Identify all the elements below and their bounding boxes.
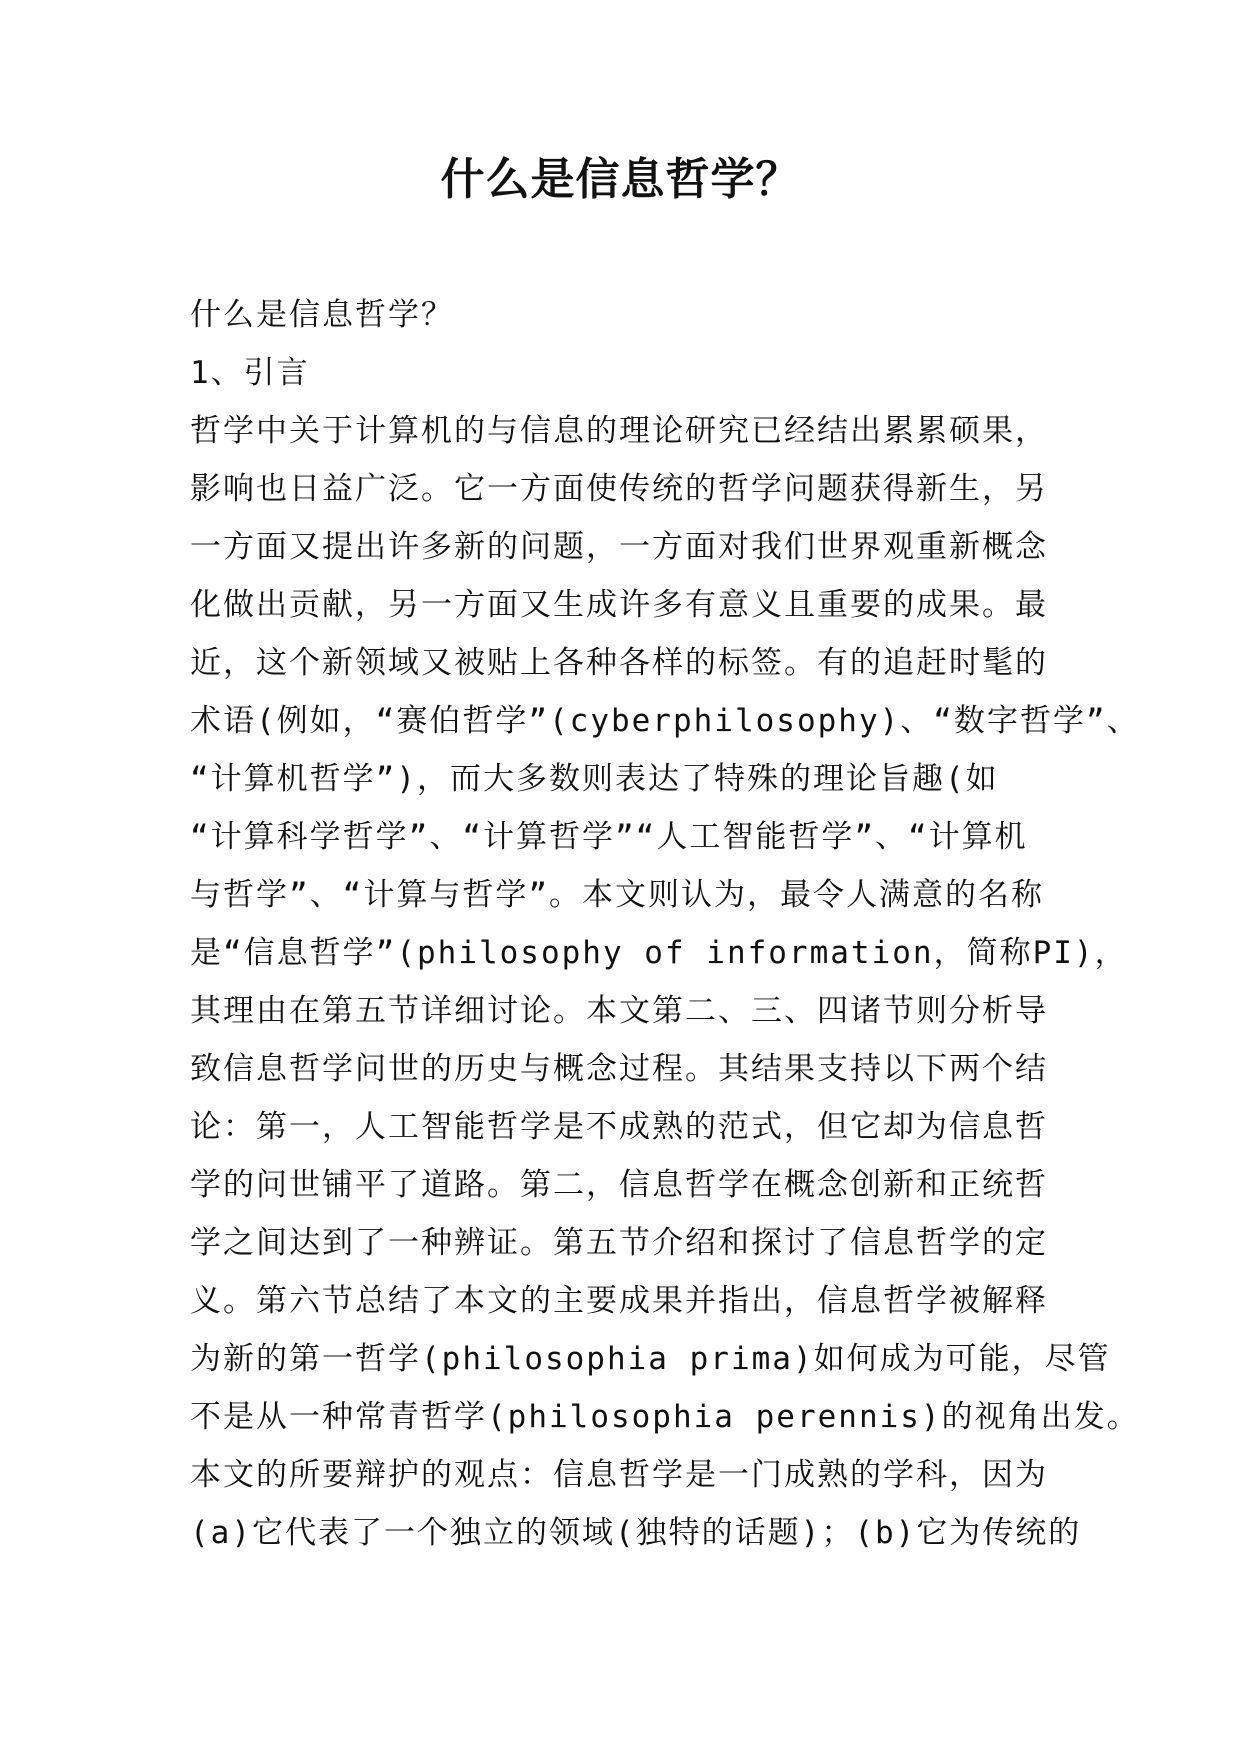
paragraph-line: 其理由在第五节详细讨论。本文第二、三、四诸节则分析导 bbox=[190, 993, 1048, 1029]
paragraph-line: 化做出贡献，另一方面又生成许多有意义且重要的成果。最 bbox=[190, 587, 1048, 623]
paragraph-line: 论：第一，人工智能哲学是不成熟的范式，但它却为信息哲 bbox=[190, 1109, 1048, 1145]
paragraph-line: 本文的所要辩护的观点：信息哲学是一门成熟的学科，因为 bbox=[190, 1457, 1048, 1493]
section-heading: 1、引言 bbox=[190, 355, 310, 391]
paragraph-line: (a)它代表了一个独立的领域(独特的话题)；(b)它为传统的 bbox=[190, 1515, 1082, 1551]
paragraph-line: 是“信息哲学”(philosophy of information，简称PI)， bbox=[190, 935, 1128, 971]
paragraph-line: 义。第六节总结了本文的主要成果并指出，信息哲学被解释 bbox=[190, 1283, 1048, 1319]
paragraph-line: 哲学中关于计算机的与信息的理论研究已经结出累累硕果， bbox=[190, 413, 1048, 449]
document-body bbox=[190, 286, 1140, 1562]
paragraph-line: 影响也日益广泛。它一方面使传统的哲学问题获得新生，另 bbox=[190, 471, 1048, 507]
paragraph-line: 不是从一种常青哲学(philosophia perennis)的视角出发。 bbox=[190, 1399, 1140, 1435]
document-title: 什么是信息哲学？ bbox=[440, 154, 801, 205]
paragraph-line: 致信息哲学问世的历史与概念过程。其结果支持以下两个结 bbox=[190, 1051, 1048, 1087]
paragraph-line: 近，这个新领域又被贴上各种各样的标签。有的追赶时髦的 bbox=[190, 645, 1048, 681]
paragraph-line: 与哲学”、“计算与哲学”。本文则认为，最令人满意的名称 bbox=[190, 877, 1044, 913]
paragraph-line: 术语(例如，“赛伯哲学”(cyberphilosophy)、“数字哲学”、 bbox=[190, 703, 1140, 739]
paragraph-line: 学的问世铺平了道路。第二，信息哲学在概念创新和正统哲 bbox=[190, 1167, 1048, 1203]
paragraph-line: “计算科学哲学”、“计算哲学”“人工智能哲学”、“计算机 bbox=[190, 819, 1028, 855]
paragraph-line: 一方面又提出许多新的问题，一方面对我们世界观重新概念 bbox=[190, 529, 1048, 565]
paragraph-line: 学之间达到了一种辨证。第五节介绍和探讨了信息哲学的定 bbox=[190, 1225, 1048, 1261]
paragraph-line: 为新的第一哲学(philosophia prima)如何成为可能，尽管 bbox=[190, 1341, 1111, 1377]
heading-repeat: 什么是信息哲学？ bbox=[190, 297, 454, 333]
paragraph-line: “计算机哲学”)，而大多数则表达了特殊的理论旨趣(如 bbox=[190, 761, 999, 797]
